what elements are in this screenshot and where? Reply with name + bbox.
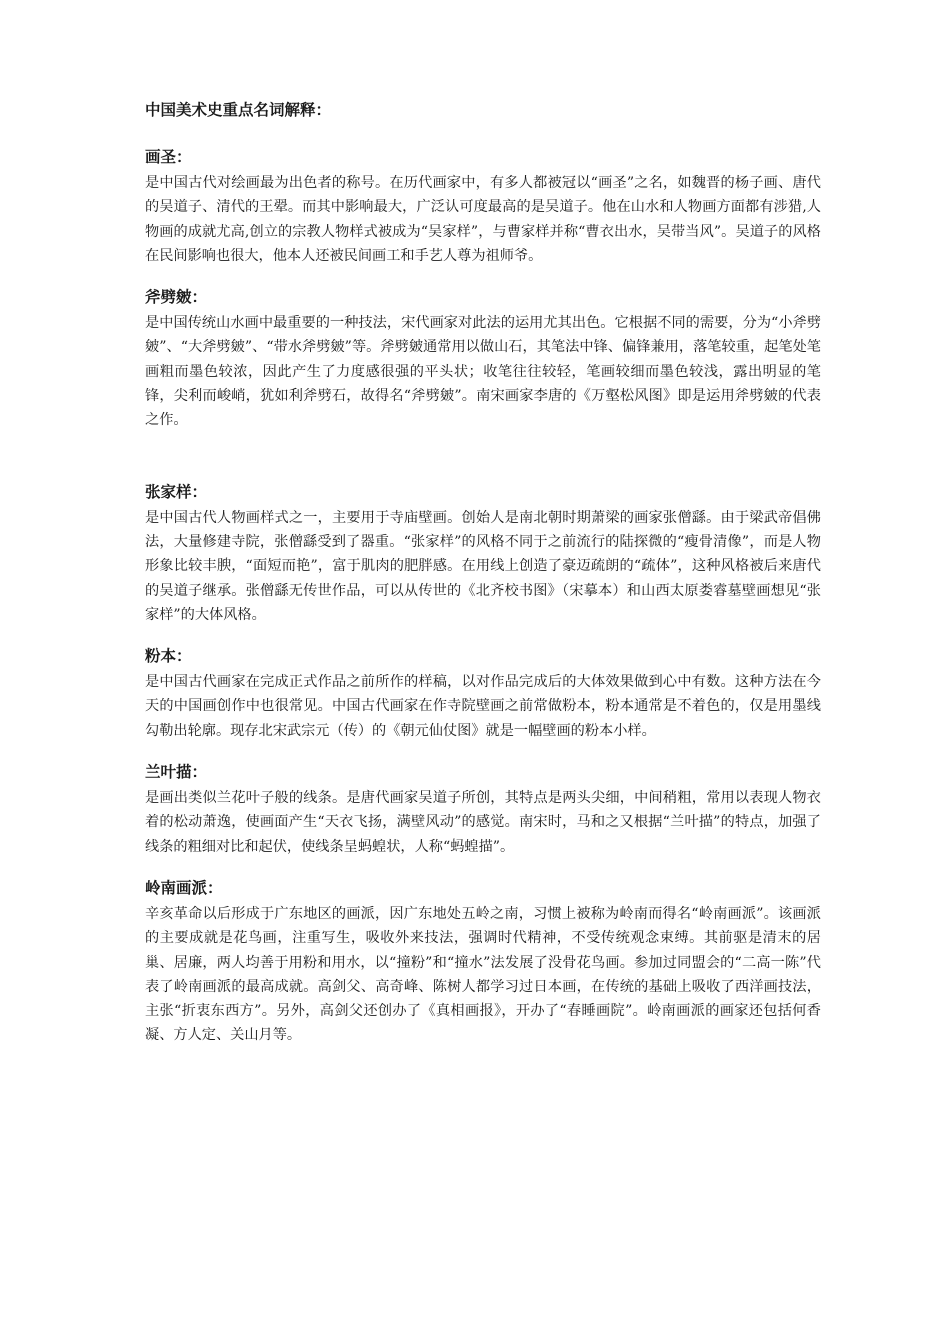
term-heading: 张家样： — [145, 482, 208, 501]
document-title: 中国美术史重点名词解释： — [145, 101, 332, 119]
document-page — [145, 98, 821, 1048]
term-definition: 是中国古代画家在完成正式作品之前所作的样稿，以对作品完成后的大体效果做到心中有数。这种方法在今天的中国画创作中也很常见。中国古代画家在作寺院壁画之前常做粉本，粉本通常是不着色的，仅是用墨线勾勒出轮廓。现存北宋武宗元（传）的《朝元仙仗图》就是一幅壁画的粉本小样。 — [145, 674, 821, 739]
term-definition: 是中国传统山水画中最重要的一种技法，宋代画家对此法的运用尤其出色。它根据不同的需要，分为“小斧劈皴”、“大斧劈皴”、“带水斧劈皴”等。斧劈皴通常用以做山石，其笔法中锋、偏锋兼用，落笔较重，起笔处笔画粗而墨色较浓，因此产生了力度感很强的平头状；收笔往往较轻，笔画较细而墨色较浅，露出明显的笔锋，尖利而峻峭，犹如利斧劈石，故得名“斧劈皴”。南宋画家李唐的《万壑松风图》即是运用斧劈皴的代表之作。 — [145, 315, 821, 429]
section-spacer — [145, 627, 821, 645]
term-fenben — [145, 645, 821, 743]
term-zhangjiayang — [145, 481, 821, 627]
term-definition: 是中国古代对绘画最为出色者的称号。在历代画家中，有多人都被冠以“画圣”之名，如魏晋的杨子画、唐代的吴道子、清代的王翚。而其中影响最大，广泛认可度最高的是吴道子。他在山水和人物画方面都有涉猎,人物画的成就尤高,创立的宗教人物样式被成为“吴家样”，与曹家样并称“曹衣出水，吴带当风”。吴道子的风格在民间影响也很大，他本人还被民间画工和手艺人尊为祖师爷。 — [145, 175, 821, 264]
section-spacer — [145, 859, 821, 877]
term-definition: 是画出类似兰花叶子般的线条。是唐代画家吴道子所创，其特点是两头尖细，中间稍粗，常用以表现人物衣着的松动萧逸，使画面产生“天衣飞扬，满壁风动”的感觉。南宋时，马和之又根据“兰叶描”的特点，加强了线条的粗细对比和起伏，使线条呈蚂蝗状，人称“蚂蝗描”。 — [145, 790, 821, 855]
term-heading: 粉本： — [145, 647, 192, 666]
term-huasheng — [145, 146, 821, 268]
section-spacer — [145, 433, 821, 481]
term-heading: 岭南画派： — [145, 878, 223, 897]
term-fupicun — [145, 286, 821, 432]
term-definition: 辛亥革命以后形成于广东地区的画派，因广东地处五岭之南，习惯上被称为岭南而得名“岭南画派”。该画派的主要成就是花鸟画，注重写生，吸收外来技法，强调时代精神，不受传统观念束缚。其前驱是清末的居巢、居廉，两人均善于用粉和用水，以“撞粉”和“撞水”法发展了没骨花鸟画。参加过同盟会的“二高一陈”代表了岭南画派的最高成就。高剑父、高奇峰、陈树人都学习过日本画，在传统的基础上吸收了西洋画技法，主张“折衷东西方”。另外，高剑父还创办了《真相画报》，开办了“春睡画院”。岭南画派的画家还包括何香凝、方人定、关山月等。 — [145, 905, 821, 1044]
term-lanyemiao — [145, 761, 821, 859]
term-heading: 斧劈皴： — [145, 288, 208, 307]
term-lingnan-school — [145, 877, 821, 1048]
section-spacer — [145, 743, 821, 761]
section-spacer — [145, 268, 821, 286]
term-definition: 是中国古代人物画样式之一，主要用于寺庙壁画。创始人是南北朝时期萧梁的画家张僧繇。由于梁武帝倡佛法，大量修建寺院，张僧繇受到了器重。“张家样”的风格不同于之前流行的陆探微的“瘦骨清像”，而是人物形象比较丰腴，“面短而艳”，富于肌肉的肥胖感。在用线上创造了豪迈疏朗的“疏体”，这种风格被后来唐代的吴道子继承。张僧繇无传世作品，可以从传世的《北齐校书图》（宋摹本）和山西太原娄睿墓壁画想见“张家样”的大体风格。 — [145, 509, 821, 623]
term-heading: 兰叶描： — [145, 763, 208, 782]
term-heading: 画圣： — [145, 148, 192, 166]
